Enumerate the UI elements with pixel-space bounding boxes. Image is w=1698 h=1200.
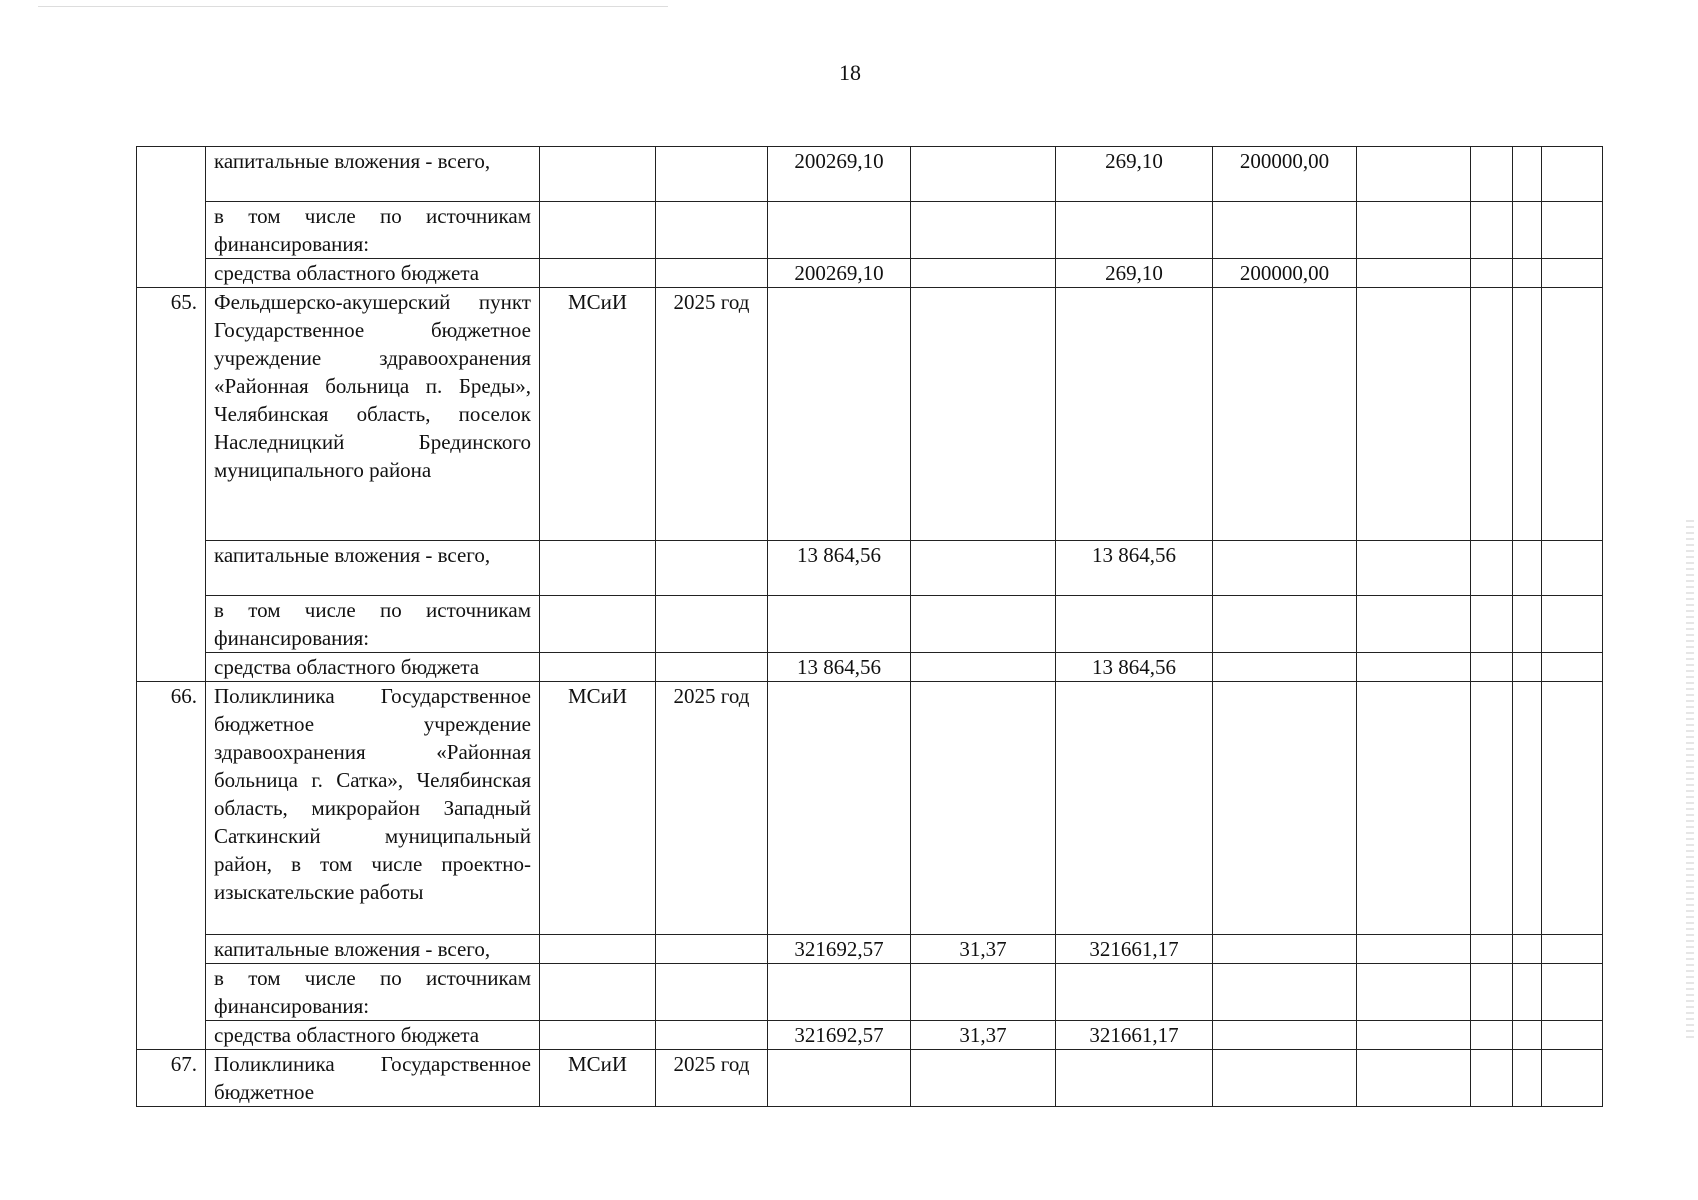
cell-description: капитальные вложения - всего,	[206, 541, 540, 596]
table-row-object-66	[137, 682, 1603, 935]
cell-empty	[1513, 596, 1542, 653]
cell-amount-total	[768, 682, 911, 935]
cell-empty	[1542, 202, 1603, 259]
cell-empty	[1513, 202, 1542, 259]
cell-empty	[1471, 653, 1513, 682]
cell-description: капитальные вложения - всего,	[206, 147, 540, 202]
cell-amount-2024	[911, 541, 1056, 596]
cell-number	[137, 147, 206, 288]
cell-amount-2026	[1213, 1021, 1357, 1050]
table-row	[137, 541, 1603, 596]
cell-description: в том числе по источникам финансирования:	[206, 596, 540, 653]
cell-empty	[1542, 653, 1603, 682]
cell-amount-2025: 321661,17	[1056, 935, 1213, 964]
cell-organization: МСиИ	[540, 1050, 656, 1107]
cell-empty	[1542, 541, 1603, 596]
page-number: 18	[839, 60, 861, 85]
cell-amount-2025: 13 864,56	[1056, 653, 1213, 682]
cell-number: 66.	[137, 682, 206, 1050]
cell-empty	[1471, 682, 1513, 935]
table-row	[137, 259, 1603, 288]
cell-empty	[1471, 596, 1513, 653]
cell-amount-2026: 200000,00	[1213, 259, 1357, 288]
cell-amount-2025: 269,10	[1056, 147, 1213, 202]
cell-empty	[1513, 541, 1542, 596]
cell-amount-2024	[911, 1050, 1056, 1107]
cell-amount-total	[768, 202, 911, 259]
cell-amount-2025	[1056, 202, 1213, 259]
cell-amount-2024	[911, 147, 1056, 202]
cell-description: средства областного бюджета	[206, 653, 540, 682]
cell-amount-total: 321692,57	[768, 935, 911, 964]
cell-empty	[1471, 147, 1513, 202]
cell-empty	[1357, 541, 1471, 596]
cell-year: 2025 год	[656, 288, 768, 541]
cell-organization	[540, 935, 656, 964]
cell-empty	[1357, 935, 1471, 964]
cell-empty	[1513, 682, 1542, 935]
cell-empty	[1513, 288, 1542, 541]
cell-amount-2025	[1056, 682, 1213, 935]
cell-empty	[1513, 259, 1542, 288]
cell-amount-2025	[1056, 288, 1213, 541]
cell-year	[656, 147, 768, 202]
cell-empty	[1471, 259, 1513, 288]
cell-amount-2024	[911, 288, 1056, 541]
cell-year: 2025 год	[656, 682, 768, 935]
table-row-object-67	[137, 1050, 1603, 1107]
cell-amount-2025	[1056, 596, 1213, 653]
table-row	[137, 1021, 1603, 1050]
cell-amount-total	[768, 596, 911, 653]
cell-organization	[540, 653, 656, 682]
cell-object-name: Поликлиника Государственное бюджетное	[206, 1050, 540, 1107]
cell-amount-2025	[1056, 1050, 1213, 1107]
cell-empty	[1357, 202, 1471, 259]
cell-empty	[1542, 288, 1603, 541]
cell-empty	[1357, 1021, 1471, 1050]
cell-description: средства областного бюджета	[206, 1021, 540, 1050]
cell-empty	[1542, 596, 1603, 653]
cell-amount-2026	[1213, 935, 1357, 964]
cell-year	[656, 541, 768, 596]
cell-year	[656, 935, 768, 964]
cell-empty	[1357, 653, 1471, 682]
cell-amount-2024	[911, 964, 1056, 1021]
cell-amount-2025: 13 864,56	[1056, 541, 1213, 596]
cell-amount-2025: 321661,17	[1056, 1021, 1213, 1050]
cell-year	[656, 1021, 768, 1050]
scan-artifact-line	[38, 6, 668, 7]
cell-empty	[1513, 147, 1542, 202]
cell-number: 65.	[137, 288, 206, 682]
cell-empty	[1357, 596, 1471, 653]
cell-description: капитальные вложения - всего,	[206, 935, 540, 964]
cell-amount-total: 13 864,56	[768, 653, 911, 682]
cell-amount-2024	[911, 202, 1056, 259]
cell-empty	[1471, 288, 1513, 541]
cell-amount-2025	[1056, 964, 1213, 1021]
cell-amount-2024	[911, 682, 1056, 935]
cell-number: 67.	[137, 1050, 206, 1107]
cell-amount-2026	[1213, 1050, 1357, 1107]
cell-amount-2024	[911, 259, 1056, 288]
cell-empty	[1513, 1050, 1542, 1107]
cell-amount-2026	[1213, 202, 1357, 259]
cell-amount-total	[768, 1050, 911, 1107]
cell-empty	[1471, 202, 1513, 259]
cell-description: в том числе по источникам финансирования:	[206, 964, 540, 1021]
cell-amount-total: 200269,10	[768, 259, 911, 288]
cell-empty	[1357, 964, 1471, 1021]
cell-empty	[1542, 147, 1603, 202]
cell-organization	[540, 147, 656, 202]
cell-amount-2025: 269,10	[1056, 259, 1213, 288]
cell-empty	[1357, 288, 1471, 541]
cell-organization	[540, 259, 656, 288]
cell-empty	[1357, 259, 1471, 288]
table-row	[137, 935, 1603, 964]
cell-amount-2026	[1213, 288, 1357, 541]
cell-organization: МСиИ	[540, 682, 656, 935]
table-row	[137, 964, 1603, 1021]
cell-year	[656, 259, 768, 288]
cell-year	[656, 596, 768, 653]
cell-empty	[1542, 259, 1603, 288]
cell-organization: МСиИ	[540, 288, 656, 541]
cell-amount-total	[768, 288, 911, 541]
cell-amount-2026	[1213, 596, 1357, 653]
table-row	[137, 596, 1603, 653]
cell-empty	[1471, 541, 1513, 596]
cell-organization	[540, 202, 656, 259]
cell-empty	[1357, 682, 1471, 935]
cell-amount-2026	[1213, 964, 1357, 1021]
cell-amount-total: 200269,10	[768, 147, 911, 202]
cell-organization	[540, 964, 656, 1021]
cell-amount-2024	[911, 596, 1056, 653]
table-row	[137, 653, 1603, 682]
cell-object-name: Поликлиника Государственное бюджетное учреждение здравоохранения «Районная больница г. Сатка», Челябинская область, микрорайон Западный Саткинский муниципальный район, в том числе проектно-изыскательские работы	[206, 682, 540, 935]
cell-amount-2026: 200000,00	[1213, 147, 1357, 202]
cell-empty	[1542, 1050, 1603, 1107]
cell-year	[656, 202, 768, 259]
cell-empty	[1542, 935, 1603, 964]
cell-empty	[1513, 964, 1542, 1021]
cell-organization	[540, 1021, 656, 1050]
cell-empty	[1357, 147, 1471, 202]
table-row	[137, 202, 1603, 259]
cell-organization	[540, 541, 656, 596]
cell-amount-2026	[1213, 653, 1357, 682]
cell-amount-2026	[1213, 541, 1357, 596]
cell-amount-total: 13 864,56	[768, 541, 911, 596]
cell-amount-2024	[911, 653, 1056, 682]
cell-amount-2024: 31,37	[911, 1021, 1056, 1050]
cell-empty	[1542, 1021, 1603, 1050]
cell-empty	[1357, 1050, 1471, 1107]
cell-amount-2026	[1213, 682, 1357, 935]
cell-empty	[1471, 964, 1513, 1021]
table-row-object-65	[137, 288, 1603, 541]
cell-empty	[1471, 1050, 1513, 1107]
cell-year: 2025 год	[656, 1050, 768, 1107]
cell-description: средства областного бюджета	[206, 259, 540, 288]
cell-empty	[1513, 1021, 1542, 1050]
cell-amount-2024: 31,37	[911, 935, 1056, 964]
scan-edge-noise	[1686, 520, 1694, 1040]
cell-amount-total	[768, 964, 911, 1021]
table-row	[137, 147, 1603, 202]
cell-empty	[1513, 653, 1542, 682]
cell-object-name: Фельдшерско-акушерский пункт Государственное бюджетное учреждение здравоохранения «Районная больница п. Бреды», Челябинская область, поселок Наследницкий Брединского муниципального района	[206, 288, 540, 541]
cell-empty	[1471, 1021, 1513, 1050]
cell-amount-total: 321692,57	[768, 1021, 911, 1050]
cell-empty	[1542, 964, 1603, 1021]
cell-empty	[1471, 935, 1513, 964]
cell-description: в том числе по источникам финансирования:	[206, 202, 540, 259]
budget-table	[136, 146, 1603, 1107]
cell-year	[656, 964, 768, 1021]
cell-empty	[1542, 682, 1603, 935]
cell-year	[656, 653, 768, 682]
cell-organization	[540, 596, 656, 653]
cell-empty	[1513, 935, 1542, 964]
